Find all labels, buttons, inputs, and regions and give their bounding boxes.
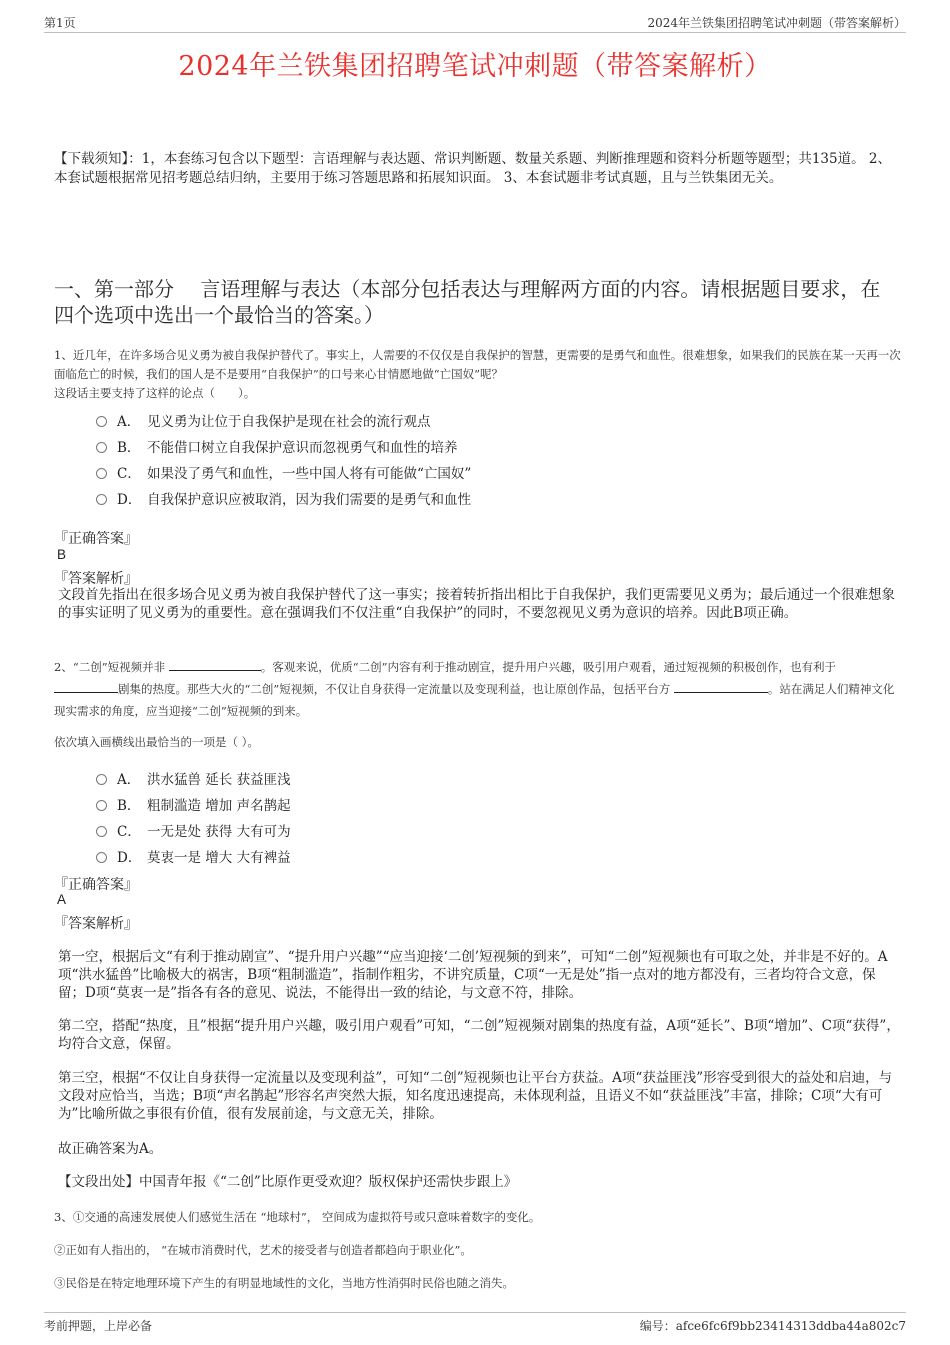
question-1-prompt: 这段话主要支持了这样的论点（ ）。 (54, 386, 256, 400)
blank-line (54, 680, 118, 693)
question-2-stem: 2、“二创”短视频并非 。客观来说，优质“二创”内容有利于推动剧宣，提升用户兴趣，吸引用户观看，通过短视频的积极创作，也有利于 剧集的热度。那些大火的“二创”短视频，不仅让自身获得一定流量以及变现利益，也让原创作品，包括平台方 。站在满足人们精神文化现实需求的角度，应当迎接“二创”短视频的到来。 (54, 660, 895, 718)
question-2-answer: A (57, 892, 67, 907)
footer-slogan: 考前押题，上岸必备 (44, 1319, 153, 1333)
question-1-option-c[interactable]: C． 如果没了勇气和血性，一些中国人将有可能做“亡国奴” (96, 462, 471, 482)
question-2-option-b[interactable]: B． 粗制滥造 增加 声名鹊起 (96, 794, 291, 814)
question-1-stem: 1、近几年，在许多场合见义勇为被自我保护替代了。事实上，人需要的不仅仅是自我保护的智慧，更需要的是勇气和血性。很难想象，如果我们的民族在某一天再一次面临危亡的时候，我们的国人是不是要用“自我保护”的口号来心甘情愿地做“亡国奴”呢？ 这段话主要支持了这样的论点（ ）。 (54, 348, 901, 400)
download-notice: 【下载须知】：1，本套练习包含以下题型：言语理解与表达题、常识判断题、数量关系题、判断推理题和资料分析题等题型；共135道。 2、本套试题根据常见招考题总结归纳，主要用于练习答题思路和拓展知识面。 3、本套试题非考试真题，且与兰铁集团无关。 (54, 151, 891, 186)
question-2-option-c[interactable]: C． 一无是处 获得 大有可为 (96, 820, 291, 840)
radio-icon[interactable] (96, 800, 107, 811)
question-3-line-2: ②正如有人指出的， “在城市消费时代，艺术的接受者与创造者都趋向于职业化”。 (54, 1243, 472, 1257)
page-title: 2024年兰铁集团招聘笔试冲刺题（带答案解析） (178, 51, 772, 82)
radio-icon[interactable] (96, 442, 107, 453)
question-2-answer-label: 『正确答案』 (54, 877, 138, 893)
header-doc-title: 2024年兰铁集团招聘笔试冲刺题（带答案解析） (647, 16, 906, 30)
question-2-source: 【文段出处】中国青年报《“二创”比原作更受欢迎？版权保护还需快步跟上》 (58, 1174, 518, 1190)
question-2-prompt: 依次填入画横线出最恰当的一项是（ ）。 (54, 735, 259, 749)
question-1-analysis-label: 『答案解析』 (54, 571, 138, 587)
radio-icon[interactable] (96, 494, 107, 505)
question-3-line-1: 3、①交通的高速发展使人们感觉生活在 “地球村”， 空间成为虚拟符号或只意味着数字的变化。 (54, 1210, 541, 1224)
question-2-option-a[interactable]: A． 洪水猛兽 延长 获益匪浅 (96, 768, 291, 788)
page-header (44, 10, 906, 33)
question-2-analysis-p3: 第三空，根据“不仅让自身获得一定流量以及变现利益”，可知“二创”短视频也让平台方获益。A项“获益匪浅”形容受到很大的益处和启迪，与文段对应恰当，当选；B项“声名鹊起”形容名声突然大振，知名度迅速提高，未体现利益，且语义不如“获益匪浅”丰富，排除；C项“大有可为”比喻所做之事很有价值，很有发展前途，与文意无关，排除。 (58, 1070, 893, 1122)
question-1-analysis: 文段首先指出在很多场合见义勇为被自我保护替代了这一事实；接着转折指出相比于自我保护，我们更需要见义勇为；最后通过一个很难想象的事实证明了见义勇为的重要性。意在强调我们不仅注重“自我保护”的同时，不要忽视见义勇为意识的培养。因此B项正确。 (58, 587, 895, 621)
footer-code: 编号：afce6fc6f9bb23414313ddba44a802c7 (639, 1319, 906, 1333)
question-1-answer-label: 『正确答案』 (54, 531, 138, 547)
page-number: 第1页 (44, 16, 76, 30)
blank-line (169, 658, 261, 671)
section-heading: 一、第一部分 言语理解与表达（本部分包括表达与理解两方面的内容。请根据题目要求，在四个选项中选出一个最恰当的答案。） (54, 277, 881, 327)
blank-line (674, 680, 768, 693)
page-footer (44, 1312, 906, 1335)
question-2-analysis-p4: 故正确答案为A。 (58, 1141, 163, 1157)
question-2-analysis-label: 『答案解析』 (54, 916, 138, 932)
question-3-line-3: ③民俗是在特定地理环境下产生的有明显地域性的文化，当地方性消弭时民俗也随之消失。 (54, 1276, 514, 1290)
question-1-option-a[interactable]: A． 见义勇为让位于自我保护是现在社会的流行观点 (96, 410, 431, 430)
question-1-option-b[interactable]: B． 不能借口树立自我保护意识而忽视勇气和血性的培养 (96, 436, 458, 456)
question-2-analysis-p1: 第一空，根据后文“有利于推动剧宣”、“提升用户兴趣”“应当迎接‘二创’短视频的到来”，可知“二创”短视频也有可取之处，并非是不好的。A项“洪水猛兽”比喻极大的祸害，B项“粗制滥造”，指制作粗劣，不讲究质量，C项“一无是处”指一点对的地方都没有，三者均符合文意，保留；D项“莫衷一是”指各有各的意见、说法，不能得出一致的结论，与文意不符，排除。 (58, 949, 888, 1001)
radio-icon[interactable] (96, 852, 107, 863)
question-2-analysis-p2: 第二空，搭配“热度，且”根据“提升用户兴趣，吸引用户观看”可知，“二创”短视频对剧集的热度有益，A项“延长”、B项“增加”、C项“获得”，均符合文意，保留。 (58, 1018, 900, 1052)
radio-icon[interactable] (96, 826, 107, 837)
question-1-option-d[interactable]: D． 自我保护意识应被取消，因为我们需要的是勇气和血性 (96, 488, 471, 508)
radio-icon[interactable] (96, 416, 107, 427)
question-1-answer: B (57, 547, 67, 562)
radio-icon[interactable] (96, 468, 107, 479)
radio-icon[interactable] (96, 774, 107, 785)
question-2-option-d[interactable]: D． 莫衷一是 增大 大有裨益 (96, 846, 291, 866)
